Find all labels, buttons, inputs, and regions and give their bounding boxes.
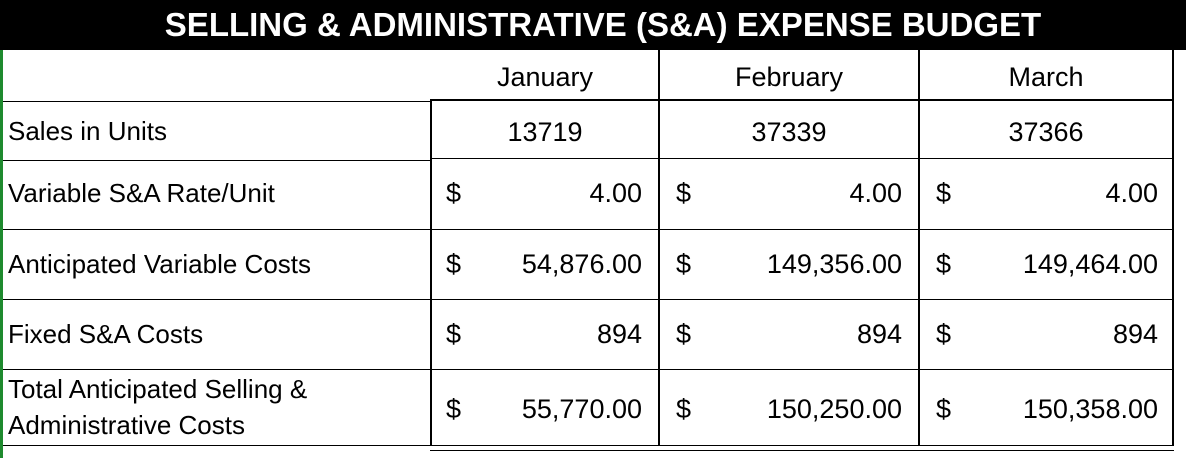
month-header-february: February [734, 62, 844, 92]
currency-symbol: $ [446, 249, 462, 279]
currency-symbol: $ [936, 249, 952, 279]
table-title: SELLING & ADMINISTRATIVE (S&A) EXPENSE BUDGET [164, 6, 1042, 43]
month-header-january: January [496, 62, 594, 92]
row-divider-1-label [3, 160, 431, 161]
currency-symbol: $ [676, 249, 692, 279]
row-label-total-line1: Total Anticipated Selling & [8, 374, 308, 404]
currency-symbol: $ [446, 178, 462, 208]
fixed-costs-january: 894 [596, 319, 642, 349]
sales-units-march: 37366 [1008, 117, 1084, 147]
anticipated-variable-march: 149,464.00 [1022, 249, 1158, 279]
fixed-costs-march: 894 [1112, 319, 1158, 349]
variable-rate-january: 4.00 [589, 178, 642, 208]
bottom-double-border [430, 450, 1174, 451]
currency-symbol: $ [676, 178, 692, 208]
label-header-underline [3, 101, 431, 102]
variable-rate-march: 4.00 [1105, 178, 1158, 208]
row-label-variable-rate: Variable S&A Rate/Unit [8, 178, 275, 208]
right-border [1172, 50, 1174, 446]
currency-symbol: $ [936, 319, 952, 349]
currency-symbol: $ [676, 319, 692, 349]
column-divider-feb-mar [918, 50, 920, 446]
row-divider-1 [430, 158, 1174, 159]
header-underline [430, 99, 1174, 101]
sales-units-january: 13719 [507, 117, 583, 147]
row-label-sales-units: Sales in Units [8, 116, 167, 146]
left-edge-accent [0, 50, 3, 458]
anticipated-variable-january: 54,876.00 [521, 249, 642, 279]
fixed-costs-february: 894 [856, 319, 902, 349]
currency-symbol: $ [446, 394, 462, 424]
anticipated-variable-february: 149,356.00 [766, 249, 902, 279]
total-costs-february: 150,250.00 [766, 394, 902, 424]
total-costs-march: 150,358.00 [1022, 394, 1158, 424]
currency-symbol: $ [936, 394, 952, 424]
currency-symbol: $ [446, 319, 462, 349]
total-costs-january: 55,770.00 [521, 394, 642, 424]
row-divider-3 [3, 299, 1174, 300]
row-divider-2 [3, 229, 1174, 230]
column-divider-jan-feb [658, 50, 660, 446]
row-divider-4 [3, 369, 1174, 370]
row-label-total-line2: Administrative Costs [8, 410, 245, 440]
sales-units-february: 37339 [751, 117, 827, 147]
row-label-anticipated-variable: Anticipated Variable Costs [8, 249, 312, 279]
bottom-border [3, 445, 1174, 446]
column-divider-label-jan [430, 100, 432, 446]
currency-symbol: $ [936, 178, 952, 208]
variable-rate-february: 4.00 [849, 178, 902, 208]
month-header-march: March [1008, 62, 1084, 92]
row-label-fixed-costs: Fixed S&A Costs [8, 319, 204, 349]
currency-symbol: $ [676, 394, 692, 424]
